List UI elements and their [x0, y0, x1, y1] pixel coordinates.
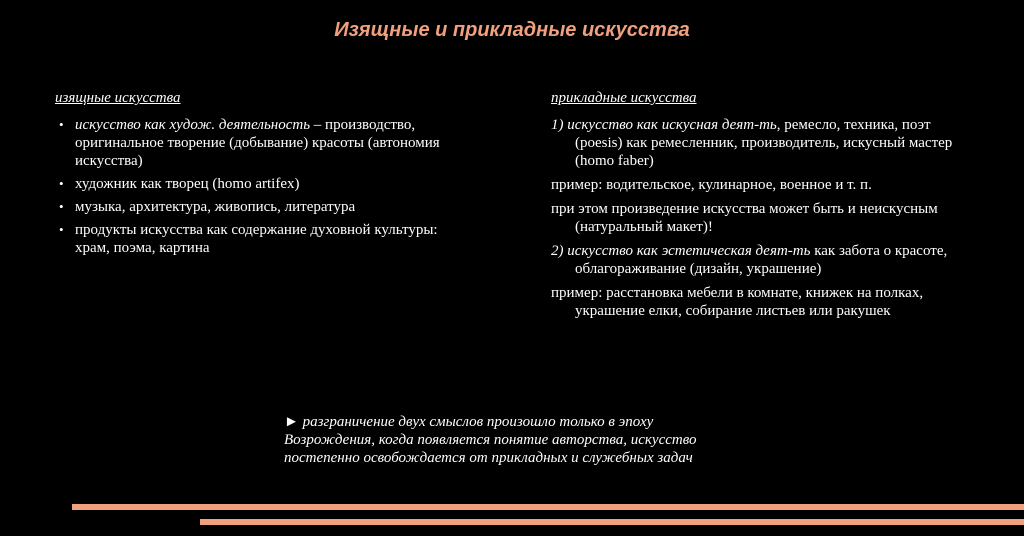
- paragraph-text: как забота о красоте, облагораживание (дизайн, украшение): [575, 243, 948, 277]
- item-italic: искусство как худож. деятельность: [75, 117, 311, 133]
- item-text: художник как творец (homo artifex): [75, 176, 300, 192]
- bullet-icon: •: [59, 199, 64, 214]
- decorative-bar-bottom: [200, 519, 1024, 525]
- fine-arts-column: [55, 89, 465, 262]
- bullet-icon: •: [59, 222, 64, 237]
- fine-arts-list: [55, 116, 465, 257]
- item-text: музыка, архитектура, живопись, литература: [75, 199, 356, 215]
- applied-arts-column: [551, 89, 981, 326]
- paragraph: [551, 116, 981, 170]
- arrow-icon: ►: [284, 414, 299, 430]
- bullet-icon: •: [59, 117, 64, 132]
- bullet-icon: •: [59, 176, 64, 191]
- conclusion-note: [284, 413, 714, 467]
- list-item: [55, 116, 465, 170]
- paragraph-text: при этом произведение искусства может быть и неискусным (натуральный макет)!: [551, 201, 938, 235]
- applied-arts-heading: прикладные искусства: [551, 90, 697, 106]
- fine-arts-heading: изящные искусства: [55, 90, 181, 106]
- paragraph-text: пример: водительское, кулинарное, военное и т. п.: [551, 177, 872, 193]
- list-item: [55, 198, 465, 216]
- paragraph-italic: 1) искусство как искусная деят-ть: [551, 117, 777, 133]
- decorative-bar-top: [72, 504, 1024, 510]
- paragraph: [551, 284, 981, 320]
- item-text: продукты искусства как содержание духовной культуры: храм, поэма, картина: [75, 222, 438, 256]
- list-item: [55, 221, 465, 257]
- paragraph: [551, 200, 981, 236]
- paragraph-text: , ремесло, техника, поэт (poesis) как ремесленник, производитель, искусный мастер (homo faber): [575, 117, 953, 169]
- slide-title: Изящные и прикладные искусства: [334, 19, 690, 41]
- paragraph-italic: 2) искусство как эстетическая деят-ть: [551, 243, 811, 259]
- paragraph: [551, 176, 981, 194]
- note-text: разграничение двух смыслов произошло только в эпоху Возрождения, когда появляется понятие авторства, искусство постепенно освобождается от прикладных и служебных задач: [284, 414, 697, 466]
- paragraph: [551, 242, 981, 278]
- item-text: – производство, оригинальное творение (добывание) красоты (автономия искусства): [75, 117, 440, 169]
- paragraph-text: пример: расстановка мебели в комнате, книжек на полках, украшение елки, собирание листьев или ракушек: [551, 285, 924, 319]
- list-item: [55, 175, 465, 193]
